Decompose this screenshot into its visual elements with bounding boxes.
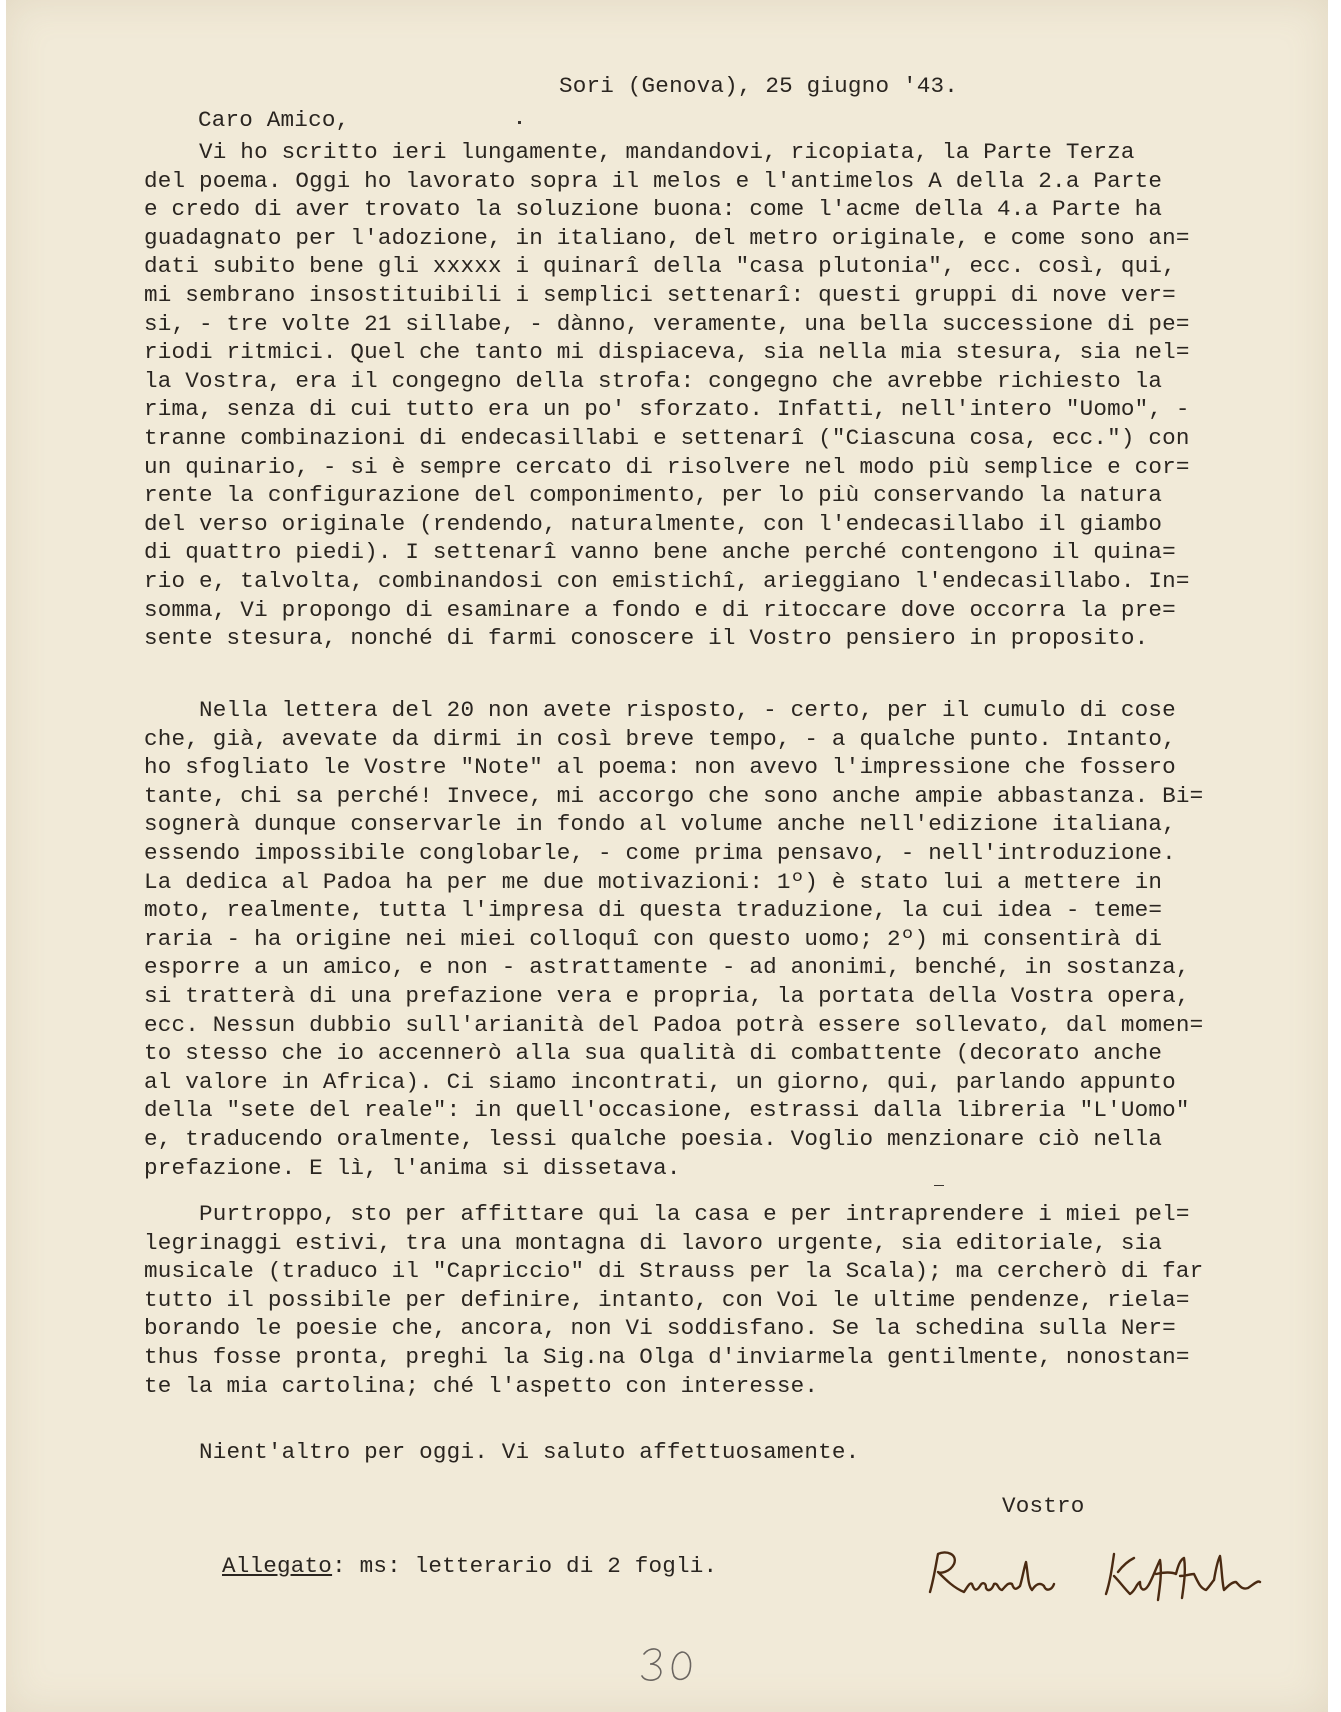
text-line: esporre a un amico, e non - astrattamente - ad anonimi, benché, in sostanza, [144,954,1190,981]
text-line: essendo impossibile conglobarle, - come prima pensavo, - nell'introduzione. [144,839,1176,866]
page-number-pencil [636,1640,716,1690]
text-line: prefazione. E lì, l'anima si dissetava. [144,1154,681,1181]
text-line: si tratterà di una prefazione vera e propria, la portata della Vostra opera, [144,982,1190,1009]
text-line: Purtroppo, sto per affittare qui la casa e per intraprendere i miei pel= [144,1201,1190,1227]
text-line: guadagnato per l'adozione, in italiano, del metro originale, e come sono an= [144,224,1190,251]
text-line: legrinaggi estivi, tra una montagna di lavoro urgente, sia editoriale, sia [144,1229,1163,1256]
pencil-mark [518,121,521,124]
text-line: Vi ho scritto ieri lungamente, mandandovi, ricopiata, la Parte Terza [144,139,1135,165]
text-line: del verso originale (rendendo, naturalmente, con l'endecasillabo il giambo [144,510,1163,537]
text-line: mi sembrano insostituibili i semplici settenarî: questi gruppi di nove ver= [144,281,1176,308]
text-line: un quinario, - si è sempre cercato di risolvere nel modo più semplice e cor= [144,453,1190,480]
text-line: somma, Vi propongo di esaminare a fondo e di ritoccare dove occorra la pre= [144,596,1176,623]
text-line: tutto il possibile per definire, intanto, con Voi le ultime pendenze, riela= [144,1286,1190,1313]
valediction: Vostro [1002,1493,1085,1519]
text-line: che, già, avevate da dirmi in così breve tempo, - a qualche punto. Intanto, [144,725,1176,752]
closing-paragraph [144,1438,1264,1467]
text-line: to stesso che io accennerò alla sua qualità di combattente (decorato anche [144,1040,1163,1067]
text-line: ecc. Nessun dubbio sull'arianità del Padoa potrà essere sollevato, dal momen= [144,1011,1204,1038]
enclosure-note [222,1552,717,1580]
paragraph-1 [144,138,1264,653]
text-line: al valore in Africa). Ci siamo incontrati, un giorno, qui, parlando appunto [144,1068,1176,1095]
text-line: e credo di aver trovato la soluzione buona: come l'acme della 4.a Parte ha [144,196,1163,223]
pencil-mark [934,1185,944,1186]
text-line: La dedica al Padoa ha per me due motivazioni: 1º) è stato lui a mettere in [144,868,1163,895]
enclosure-text: : ms: letterario di 2 fogli. [332,1553,718,1579]
text-line: te la mia cartolina; ché l'aspetto con interesse. [144,1372,819,1399]
enclosure-label: Allegato [222,1553,333,1579]
text-line: musicale (traduco il "Capriccio" di Strauss per la Scala); ma cercherò di far [144,1258,1204,1285]
text-line: sente stesura, nonché di farmi conoscere il Vostro pensiero in proposito. [144,625,1149,652]
text-line: e, traducendo oralmente, lessi qualche poesia. Voglio menzionare ciò nella [144,1125,1163,1152]
text-line: rio e, talvolta, combinandosi con emistichî, arieggiano l'endecasillabo. In= [144,567,1190,594]
text-line: di quattro piedi). I settenarî vanno bene anche perché contengono il quina= [144,539,1176,566]
text-line: ho sfogliato le Vostre "Note" al poema: non avevo l'impressione che fossero [144,754,1176,781]
text-line: la Vostra, era il congegno della strofa: congegno che avrebbe richiesto la [144,367,1163,394]
text-line: sognerà dunque conservarle in fondo al volume anche nell'edizione italiana, [144,811,1176,838]
paragraph-3 [144,1200,1264,1400]
text-line: dati subito bene gli xxxxx i quinarî della "casa plutonia", ecc. così, qui, [144,253,1176,280]
text-line: tranne combinazioni di endecasillabi e settenarî ("Ciascuna cosa, ecc.") con [144,424,1190,451]
text-line: thus fosse pronta, preghi la Sig.na Olga d'inviarmela gentilmente, nonostan= [144,1343,1190,1370]
text-line: rente la configurazione del componimento, per lo più conservando la natura [144,482,1163,509]
text-line: si, - tre volte 21 sillabe, - dànno, veramente, una bella successione di pe= [144,310,1190,337]
text-line: della "sete del reale": in quell'occasione, estrassi dalla libreria "L'Uomo" [144,1097,1190,1124]
letter-page [6,0,1328,1712]
text-line: raria - ha origine nei miei colloquî con questo uomo; 2º) mi consentirà di [144,925,1163,952]
text-line: tante, chi sa perché! Invece, mi accorgo che sono anche ampie abbastanza. Bi= [144,782,1204,809]
dateline: Sori (Genova), 25 giugno '43. [559,73,958,99]
salutation: Caro Amico, [198,107,350,133]
text-line: riodi ritmici. Quel che tanto mi dispiaceva, sia nella mia stesura, sia nel= [144,339,1190,366]
text-line: moto, realmente, tutta l'impresa di questa traduzione, la cui idea - teme= [144,897,1163,924]
handwritten-signature [924,1538,1284,1618]
closing-line: Nient'altro per oggi. Vi saluto affettuosamente. [144,1439,860,1465]
text-line: rima, senza di cui tutto era un po' sforzato. Infatti, nell'intero "Uomo", - [144,396,1190,423]
text-line: borando le poesie che, ancora, non Vi soddisfano. Se la schedina sulla Ner= [144,1315,1176,1342]
text-line: del poema. Oggi ho lavorato sopra il melos e l'antimelos A della 2.a Parte [144,167,1163,194]
text-line: Nella lettera del 20 non avete risposto, - certo, per il cumulo di cose [144,697,1176,723]
paragraph-2 [144,696,1264,1182]
